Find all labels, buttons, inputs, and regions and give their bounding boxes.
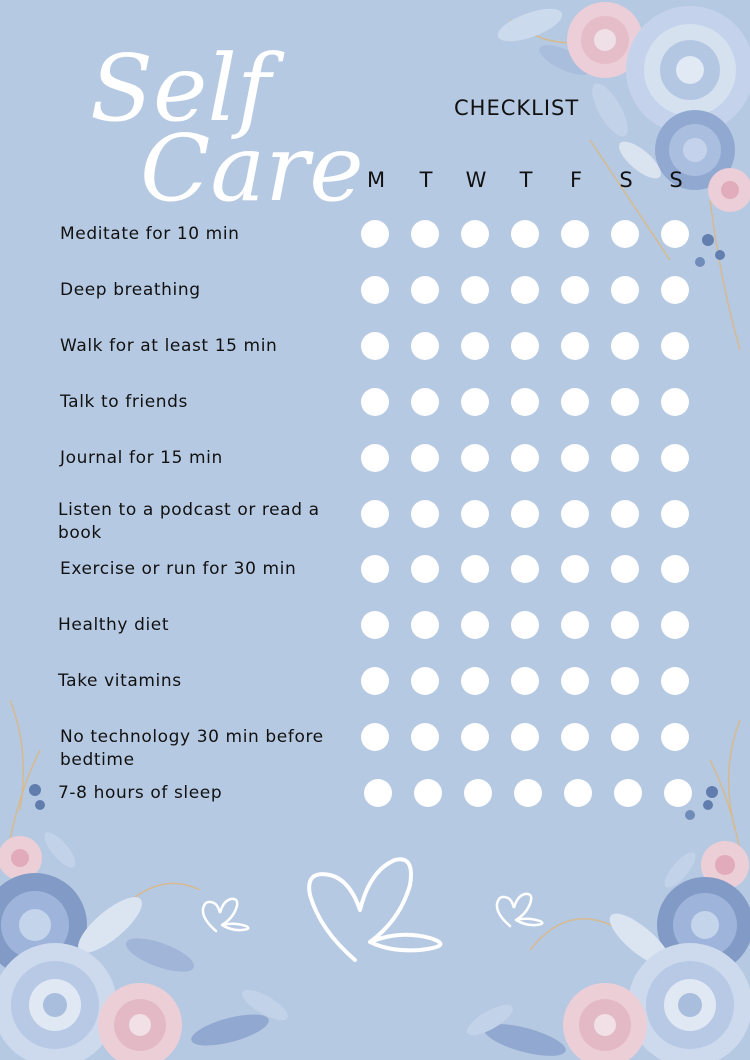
checkbox-sunday[interactable] (661, 220, 689, 248)
day-header-thursday: T (519, 168, 533, 192)
checkbox-tuesday[interactable] (411, 723, 439, 751)
task-label-sleep: 7-8 hours of sleep (58, 783, 223, 803)
script-title-self: Self (90, 35, 271, 142)
checkbox-wednesday[interactable] (461, 555, 489, 583)
checkbox-friday[interactable] (561, 555, 589, 583)
heart-small-right-icon (492, 890, 548, 932)
checkbox-wednesday[interactable] (461, 444, 489, 472)
task-label-walk: Walk for at least 15 min (60, 336, 278, 356)
checkbox-saturday[interactable] (611, 332, 639, 360)
day-header-saturday: S (619, 168, 633, 192)
task-label-talk-to-friends: Talk to friends (60, 392, 189, 412)
heart-small-left-icon (198, 895, 254, 937)
day-header-friday: F (569, 168, 583, 192)
checkbox-thursday[interactable] (511, 723, 539, 751)
task-label-no-technology: No technology 30 min before bedtime (60, 727, 324, 770)
checkbox-friday[interactable] (561, 611, 589, 639)
checkbox-monday[interactable] (361, 611, 389, 639)
day-header-tuesday: T (419, 168, 433, 192)
task-label-healthy-diet: Healthy diet (58, 615, 170, 635)
day-header-sunday: S (669, 168, 683, 192)
checkbox-monday[interactable] (361, 220, 389, 248)
checkbox-monday[interactable] (361, 444, 389, 472)
checkbox-wednesday[interactable] (461, 611, 489, 639)
checkbox-friday[interactable] (564, 779, 592, 807)
checkbox-tuesday[interactable] (411, 555, 439, 583)
checkbox-thursday[interactable] (511, 555, 539, 583)
task-label-deep-breathing: Deep breathing (60, 280, 201, 300)
checkbox-tuesday[interactable] (411, 276, 439, 304)
checkbox-tuesday[interactable] (414, 779, 442, 807)
checkbox-tuesday[interactable] (411, 444, 439, 472)
task-label-exercise: Exercise or run for 30 min (60, 559, 297, 579)
checkbox-friday[interactable] (561, 500, 589, 528)
checkbox-sunday[interactable] (661, 444, 689, 472)
checkbox-wednesday[interactable] (461, 220, 489, 248)
checkbox-wednesday[interactable] (461, 723, 489, 751)
script-title-care: Care (140, 115, 364, 222)
checkbox-monday[interactable] (364, 779, 392, 807)
checkbox-saturday[interactable] (611, 388, 639, 416)
checkbox-saturday[interactable] (611, 723, 639, 751)
day-header-monday: M (366, 168, 386, 192)
checkbox-thursday[interactable] (511, 276, 539, 304)
checkbox-sunday[interactable] (661, 500, 689, 528)
checkbox-monday[interactable] (361, 388, 389, 416)
checkbox-wednesday[interactable] (461, 388, 489, 416)
checkbox-saturday[interactable] (611, 611, 639, 639)
checkbox-monday[interactable] (361, 332, 389, 360)
checkbox-thursday[interactable] (511, 667, 539, 695)
checkbox-friday[interactable] (561, 220, 589, 248)
task-label-journal: Journal for 15 min (60, 448, 223, 468)
checkbox-sunday[interactable] (664, 779, 692, 807)
floral-bottom-right-decoration (450, 700, 750, 1060)
checkbox-monday[interactable] (361, 555, 389, 583)
checkbox-sunday[interactable] (661, 667, 689, 695)
checkbox-thursday[interactable] (514, 779, 542, 807)
day-header-wednesday: W (465, 168, 487, 192)
checkbox-tuesday[interactable] (411, 500, 439, 528)
checkbox-wednesday[interactable] (461, 332, 489, 360)
checkbox-saturday[interactable] (611, 276, 639, 304)
task-label-meditate: Meditate for 10 min (60, 224, 240, 244)
checkbox-saturday[interactable] (611, 667, 639, 695)
checkbox-monday[interactable] (361, 276, 389, 304)
checkbox-friday[interactable] (561, 723, 589, 751)
checkbox-monday[interactable] (361, 500, 389, 528)
checkbox-sunday[interactable] (661, 276, 689, 304)
checkbox-saturday[interactable] (611, 444, 639, 472)
checkbox-friday[interactable] (561, 667, 589, 695)
checkbox-friday[interactable] (561, 388, 589, 416)
checkbox-sunday[interactable] (661, 555, 689, 583)
task-label-podcast-or-book: Listen to a podcast or read a book (58, 500, 320, 543)
checkbox-monday[interactable] (361, 667, 389, 695)
checkbox-saturday[interactable] (611, 555, 639, 583)
checkbox-saturday[interactable] (611, 220, 639, 248)
self-care-script-title (80, 10, 364, 222)
checkbox-saturday[interactable] (614, 779, 642, 807)
checkbox-friday[interactable] (561, 276, 589, 304)
checkbox-friday[interactable] (561, 444, 589, 472)
checkbox-thursday[interactable] (511, 500, 539, 528)
checkbox-sunday[interactable] (661, 388, 689, 416)
checkbox-tuesday[interactable] (411, 388, 439, 416)
checkbox-tuesday[interactable] (411, 332, 439, 360)
checklist-title: CHECKLIST (454, 96, 580, 120)
checkbox-sunday[interactable] (661, 611, 689, 639)
checkbox-thursday[interactable] (511, 611, 539, 639)
task-label-vitamins: Take vitamins (58, 671, 182, 691)
checkbox-thursday[interactable] (511, 220, 539, 248)
checkbox-tuesday[interactable] (411, 611, 439, 639)
checkbox-wednesday[interactable] (461, 667, 489, 695)
checkbox-tuesday[interactable] (411, 220, 439, 248)
checkbox-wednesday[interactable] (464, 779, 492, 807)
checkbox-monday[interactable] (361, 723, 389, 751)
checkbox-friday[interactable] (561, 332, 589, 360)
checkbox-thursday[interactable] (511, 388, 539, 416)
checkbox-thursday[interactable] (511, 332, 539, 360)
heart-large-icon (300, 850, 460, 970)
checkbox-thursday[interactable] (511, 444, 539, 472)
checkbox-tuesday[interactable] (411, 667, 439, 695)
checkbox-sunday[interactable] (661, 723, 689, 751)
checkbox-wednesday[interactable] (461, 500, 489, 528)
checkbox-wednesday[interactable] (461, 276, 489, 304)
checkbox-sunday[interactable] (661, 332, 689, 360)
checkbox-saturday[interactable] (611, 500, 639, 528)
